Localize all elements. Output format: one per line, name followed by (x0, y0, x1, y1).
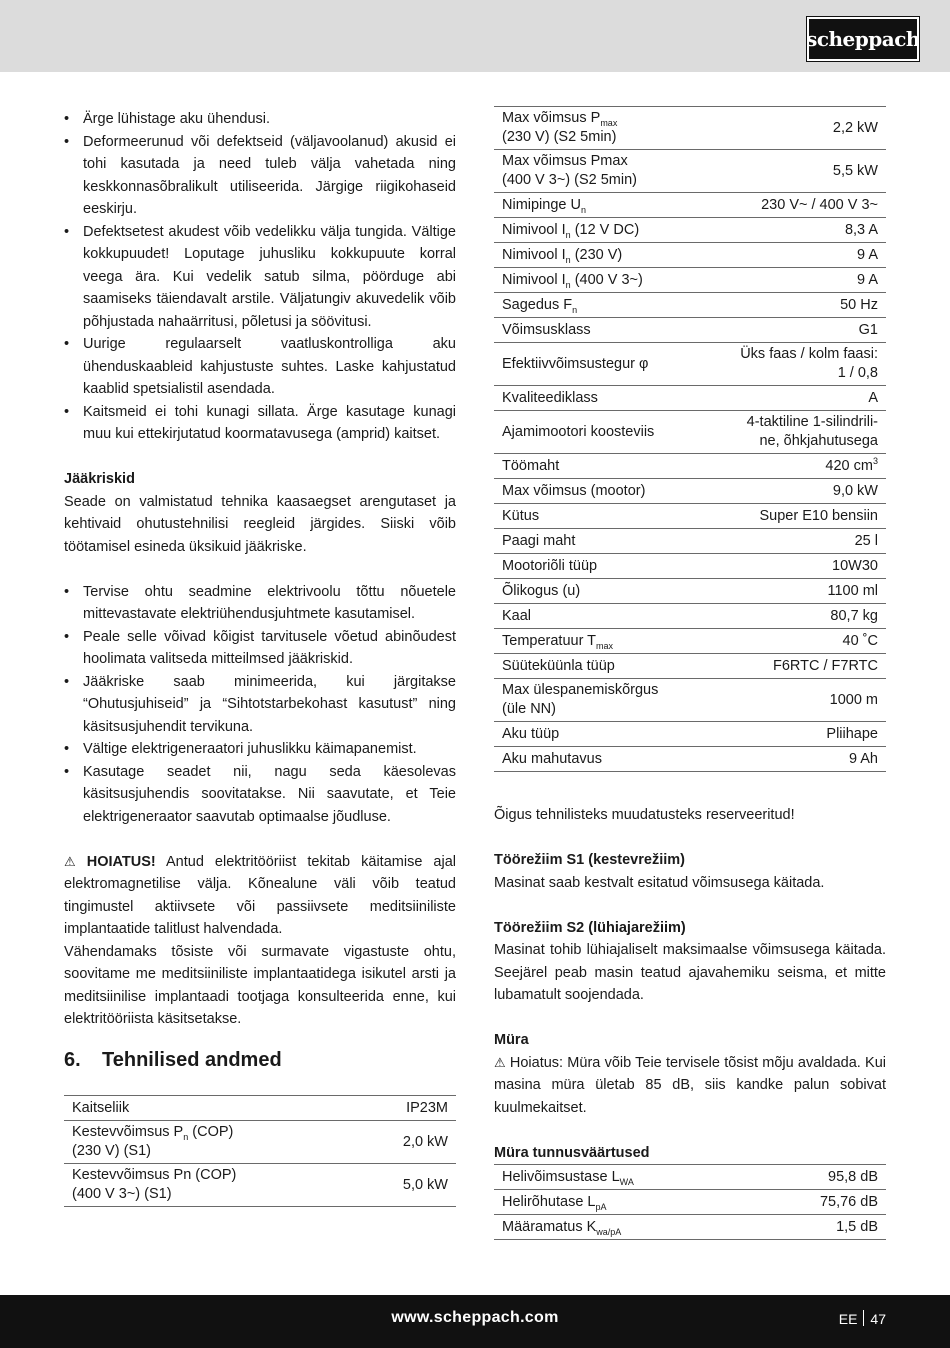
table-row (494, 654, 886, 679)
table-row (494, 243, 886, 268)
row-label: Määramatus $K_{wa/pA}$ (494, 1215, 755, 1240)
battery-safety-list (64, 108, 456, 446)
table-row (494, 1215, 886, 1240)
row-label: Kvaliteediklass (494, 386, 701, 411)
row-label: Kaitseliik (64, 1096, 357, 1121)
row-value: Üks faas / kolm faasi: 1 / 0,8 (701, 343, 886, 386)
s1-heading: Töörežiim S1 (kestevrežiim) (494, 852, 685, 868)
table-row (494, 722, 886, 747)
table-row (494, 1190, 886, 1215)
noise-table (494, 1164, 886, 1240)
website-link[interactable]: www.scheppach.com (391, 1309, 559, 1326)
list-item: • Deformeerunud või defektseid (väljavoolanud) akusid ei tohi kasutada ja need tuleb välja vahetada ning keskkonnasõbralikult utiliseerida. Järgige riigikohaseid eeskirju. (64, 131, 456, 221)
section-title (64, 1049, 456, 1072)
row-value: A (701, 386, 886, 411)
spec-table-right (494, 106, 886, 772)
row-label: Võimsusklass (494, 318, 701, 343)
row-label: Helirõhutase $L_{pA}$ (494, 1190, 755, 1215)
right-column (494, 106, 886, 1240)
table-row (494, 679, 886, 722)
list-item: • Kaitsmeid ei tohi kunagi sillata. Ärge kasutage kunagi muu kui ettekirjutatud koormatavusega (amprid) kaitset. (64, 401, 456, 446)
table-row (494, 193, 886, 218)
row-value: G1 (701, 318, 886, 343)
row-value: Super E10 bensiin (701, 504, 886, 529)
row-label: Paagi maht (494, 529, 701, 554)
noise-heading: Müra (494, 1032, 529, 1048)
scheppach-logo (807, 17, 919, 61)
spec-table-left (64, 1095, 456, 1207)
row-label: Aku mahutavus (494, 747, 701, 772)
list-item: • Jääkriske saab minimeerida, kui järgitakse “Ohutusjuhiseid” ja “Sihtotstarbekohast kasutust” ning käsitsusjuhendit tervikuna. (64, 671, 456, 739)
row-value: 9,0 kW (701, 479, 886, 504)
table-row (494, 107, 886, 150)
row-label: Õlikogus (u) (494, 579, 701, 604)
left-column (64, 108, 456, 1207)
warning-icon: ⚠ (494, 1054, 506, 1070)
warning-paragraph (64, 851, 456, 941)
table-row (494, 479, 886, 504)
noise-warning (494, 1052, 886, 1120)
noise-text: Hoiatus: Müra võib Teie tervisele tõsist mõju avaldada. Kui masina müra ületab 85 dB, siis kandke palun sobivat kuulmekaitset. (494, 1054, 886, 1116)
list-item: • Ärge lühistage aku ühendusi. (64, 108, 456, 131)
table-row (494, 411, 886, 454)
row-value: 75,76 dB (755, 1190, 886, 1215)
list-item: • Kasutage seadet nii, nagu seda käesolevas käsitsusjuhendis soovitatakse. Nii saavutate, et Teie elektrigeneraator saavutab optimaalse jõudluse. (64, 761, 456, 829)
row-value: 230 V~ / 400 V 3~ (701, 193, 886, 218)
page-footer (0, 1295, 950, 1348)
table-row (494, 554, 886, 579)
language-code: EE (838, 1311, 858, 1327)
row-value: 1100 ml (701, 579, 886, 604)
table-row (494, 529, 886, 554)
row-value: 8,3 A (701, 218, 886, 243)
row-value: F6RTC / F7RTC (701, 654, 886, 679)
residual-risks-heading: Jääkriskid (64, 471, 135, 487)
row-value: 420 $cm^3$ (701, 454, 886, 479)
table-row (494, 343, 886, 386)
row-label: Ajamimootori koosteviis (494, 411, 701, 454)
residual-risks-list (64, 581, 456, 829)
s2-text: Masinat tohib lühiajaliselt maksimaalse võimsusega käitada. Seejärel peab masin teatud ajavahemiku seisma, et mitte lubamatult soojendada. (494, 942, 886, 1003)
list-item: • Defektsetest akudest võib vedelikku välja tungida. Vältige kokkupuudet! Loputage juhusliku kokkupuute korral veega ära. Kui vedelik satub silma, pöörduge abi saamiseks täiendavalt arstile. Väljatungiv akuvedelik võib põhjustada nahaärritusi, põletusi ja söövitusi. (64, 221, 456, 334)
row-value: 2,0 kW (357, 1121, 456, 1164)
row-label: Sagedus $F_n$ (494, 293, 701, 318)
row-value: IP23M (357, 1096, 456, 1121)
row-label: Kütus (494, 504, 701, 529)
row-value: 10W30 (701, 554, 886, 579)
row-value: 9 Ah (701, 747, 886, 772)
row-label: Mootoriõli tüüp (494, 554, 701, 579)
table-row (494, 579, 886, 604)
row-label: Nimivool $I_n$ (400 V 3~) (494, 268, 701, 293)
table-row (494, 386, 886, 411)
page-number: 47 (870, 1311, 886, 1327)
row-label: Temperatuur $T_{max}$ (494, 629, 701, 654)
row-value: 9 A (701, 243, 886, 268)
section-number: 6. (64, 1048, 81, 1071)
row-label: Max ülespanemiskõrgus (üle NN) (494, 679, 701, 722)
residual-risks-text: Seade on valmistatud tehnika kaasaegset arengutaset ja kehtivaid ohutustehnilisi reeglеid järgides. Siiski võib töötamisel esineda üksikuid jääkriske. (64, 493, 456, 555)
rights-reserved: Õigus tehnilisteks muudatusteks reserveeritud! (494, 807, 795, 823)
row-label: Kaal (494, 604, 701, 629)
row-label: Kestevvõimsus Pn (COP) (400 V 3~) (S1) (64, 1164, 357, 1207)
table-row (494, 604, 886, 629)
table-row (494, 268, 886, 293)
table-row (494, 318, 886, 343)
row-value: 25 l (701, 529, 886, 554)
row-value: 95,8 dB (755, 1165, 886, 1190)
table-row (494, 504, 886, 529)
row-value: 4-taktiline 1-silindrili- ne, õhkjahutusega (701, 411, 886, 454)
table-row (64, 1164, 456, 1207)
section-title-text: Tehnilised andmed (102, 1048, 282, 1071)
row-label: Nimivool $I_n$ (230 V) (494, 243, 701, 268)
table-row (494, 629, 886, 654)
row-value: 9 A (701, 268, 886, 293)
row-value: 2,2 kW (701, 107, 886, 150)
s1-text: Masinat saab kestvalt esitatud võimsusega käitada. (494, 874, 825, 891)
row-label: Nimipinge $U_n$ (494, 193, 701, 218)
warning-icon: ⚠ (64, 853, 76, 869)
row-label: Kestevvõimsus $P_n$ (COP) (230 V) (S1) (64, 1121, 357, 1164)
list-item: • Tervise ohtu seadmine elektrivoolu tõttu nõuetele mittevastavate elektriühendusjuhtmete kasutamisel. (64, 581, 456, 626)
table-row (494, 218, 886, 243)
row-label: Süüteküünla tüüp (494, 654, 701, 679)
table-row (494, 150, 886, 193)
row-label: Efektiivvõimsustegur φ (494, 343, 701, 386)
table-row (64, 1096, 456, 1121)
row-label: Töömaht (494, 454, 701, 479)
row-value: 5,0 kW (357, 1164, 456, 1207)
page-header (0, 0, 950, 72)
table-row (494, 293, 886, 318)
table-row (64, 1121, 456, 1164)
list-item: • Uurige regulaarselt vaatluskontrolliga aku ühenduskaableid kahjustuste suhtes. Laske kahjustatud kaablid spetsialistil asendada. (64, 333, 456, 401)
logo-text: scheppach (806, 27, 920, 51)
row-label: Max võimsus $P_{max}$ (230 V) (S2 5min) (494, 107, 701, 150)
row-value: 80,7 kg (701, 604, 886, 629)
s2-heading: Töörežiim S2 (lühiajarežiim) (494, 919, 686, 936)
table-row (494, 1165, 886, 1190)
row-label: Max võimsus (mootor) (494, 479, 701, 504)
table-row (494, 454, 886, 479)
row-value: 40 ˚C (701, 629, 886, 654)
row-label: Nimivool $I_n$ (12 V DC) (494, 218, 701, 243)
warning-text-2: Vähendamaks tõsiste või surmavate vigastuste ohtu, soovitame me meditsiiniliste implantaatidega isikutel arsti ja meditsiinilise implantaadi tootjaga konsulteerida enne, kui elektritööriista käsitsetakse. (64, 943, 456, 1027)
list-item: • Peale selle võivad kõigist tarvitusele võetud abinõudest hoolimata valitseda mitteilmsed jääkriskid. (64, 626, 456, 671)
list-item: • Vältige elektrigeneraatori juhuslikku käimapanemist. (64, 738, 456, 761)
row-value: Pliihape (701, 722, 886, 747)
row-value: 5,5 kW (701, 150, 886, 193)
warning-text: Antud elektritööriist tekitab käitamise ajal elektromagnetilise välja. Kõnealune väli võib teatud tingimustel aktiivsete või passiivsete meditsiiniliste implantaatide talitlust halvendada. (64, 853, 457, 937)
warning-label: HOIATUS! (86, 853, 156, 870)
page-indicator (839, 1310, 886, 1327)
row-label: Max võimsus Pmax (400 V 3~) (S2 5min) (494, 150, 701, 193)
row-value: 50 Hz (701, 293, 886, 318)
row-value: 1000 m (701, 679, 886, 722)
row-value: 1,5 dB (755, 1215, 886, 1240)
noise-values-heading: Müra tunnusväärtused (494, 1144, 650, 1161)
table-row (494, 747, 886, 772)
row-label: Helivõimsustase $L_{WA}$ (494, 1165, 755, 1190)
row-label: Aku tüüp (494, 722, 701, 747)
